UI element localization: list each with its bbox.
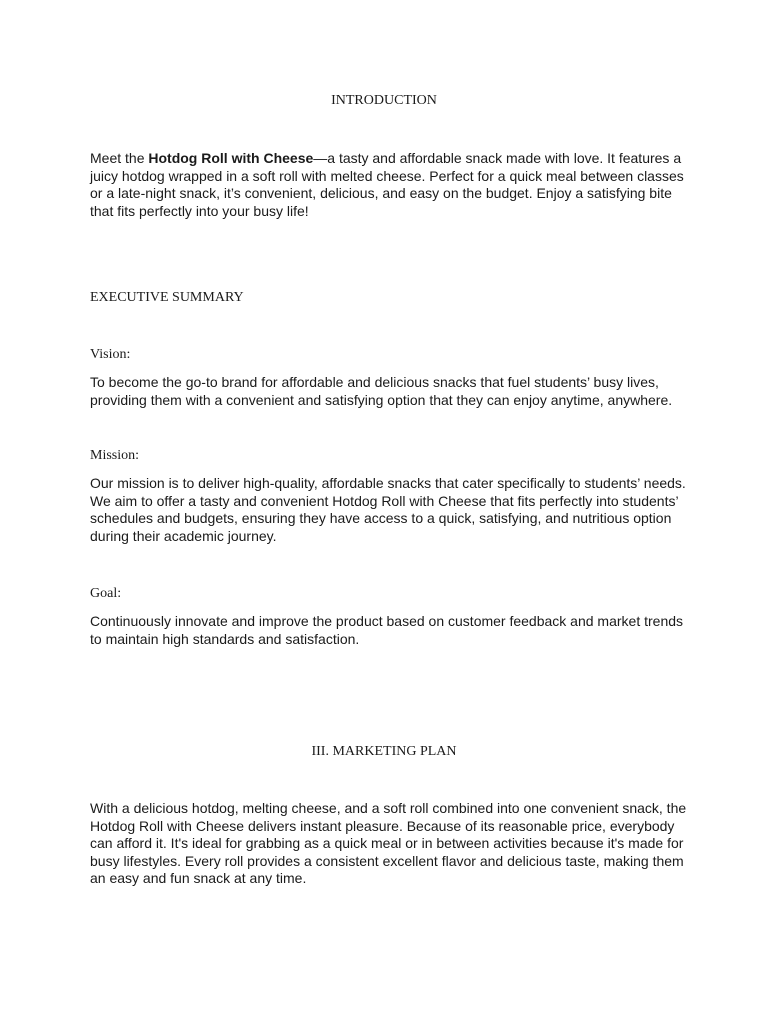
introduction-body: —a tasty and affordable snack made with love. It features a juicy hotdog wrapped in a soft roll with melted cheese. Perfect for a quick meal between classes or a late-night snack, it’s convenient, delicious, and easy on the budget. Enjoy a satisfying bite that fits perfectly into your busy life! (90, 150, 684, 219)
vision-text: To become the go-to brand for affordable and delicious snacks that fuel students’ busy lives, providing them with a convenient and satisfying option that they can enjoy anytime, anywhere. (90, 374, 673, 408)
mission-text: Our mission is to deliver high-quality, affordable snacks that cater specifically to students’ needs. We aim to offer a tasty and convenient Hotdog Roll with Cheese that fits perfectly into students’ schedules and budgets, ensuring they have access to a quick, satisfying, and nutritious option during their academic journey. (90, 475, 686, 544)
product-name: Hotdog Roll with Cheese (148, 150, 314, 166)
marketing-plan-text: With a delicious hotdog, melting cheese, and a soft roll combined into one convenient snack, the Hotdog Roll with Cheese delivers instant pleasure. Because of its reasonable price, everybody can afford it. It's ideal for grabbing as a quick meal or in between activities because it's made for busy lifestyles. Every roll provides a consistent excellent flavor and delicious taste, making them an easy and fun snack at any time. (90, 800, 687, 886)
mission-label: Mission: (90, 448, 140, 463)
goal-text: Continuously innovate and improve the product based on customer feedback and market trends to maintain high standards and satisfaction. (90, 613, 684, 647)
marketing-plan-heading: III. MARKETING PLAN (311, 744, 457, 759)
vision-label: Vision: (90, 347, 131, 362)
introduction-lead: Meet the (90, 150, 149, 166)
goal-label: Goal: (90, 586, 122, 601)
introduction-heading: INTRODUCTION (331, 93, 437, 108)
introduction-paragraph (90, 150, 690, 220)
executive-summary-heading: EXECUTIVE SUMMARY (90, 290, 244, 305)
